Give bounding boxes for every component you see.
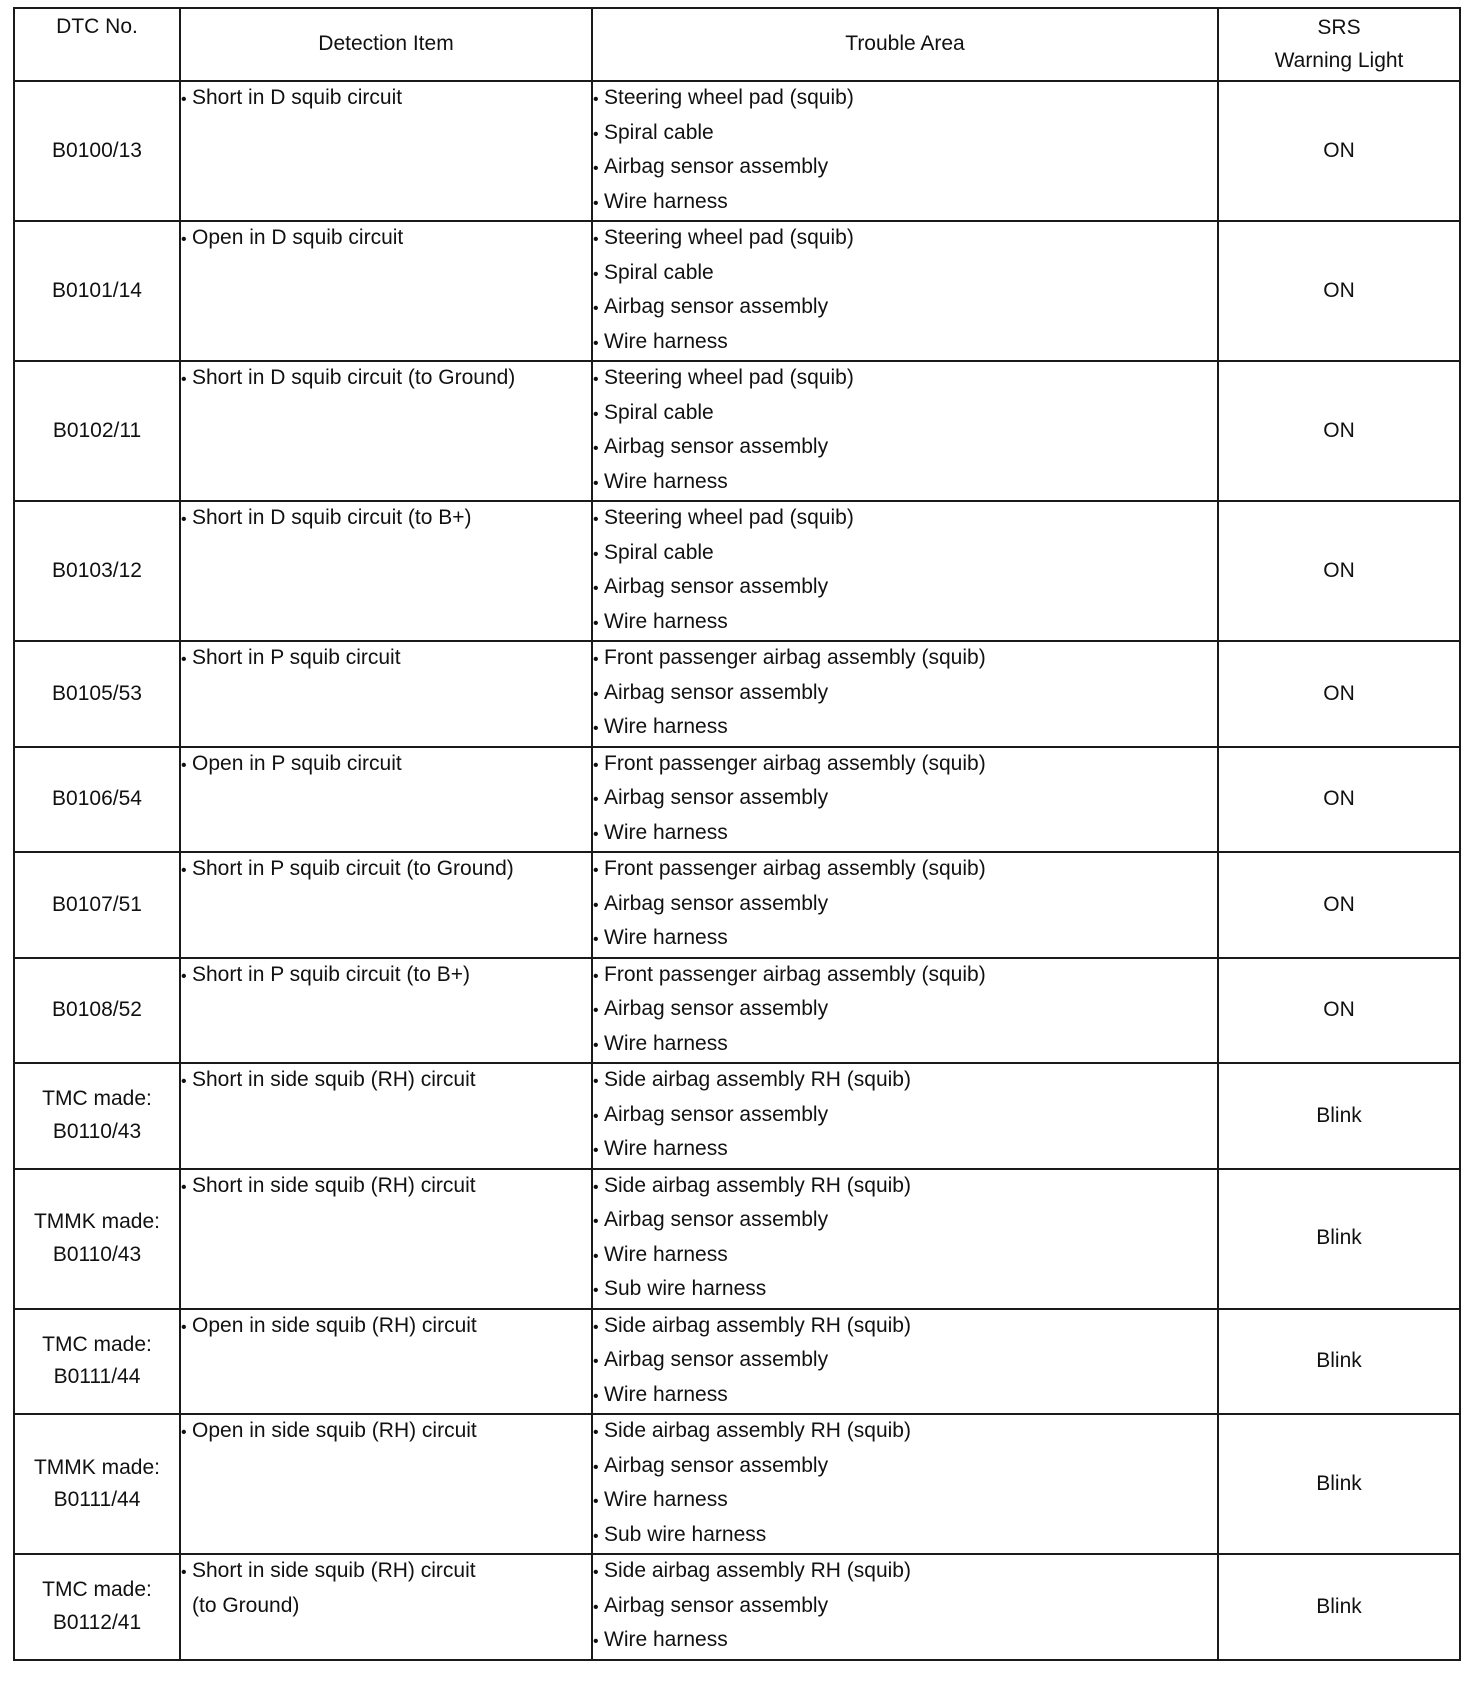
trouble-area-item	[593, 922, 1217, 957]
trouble-area-item	[593, 888, 1217, 923]
trouble-area-cell	[592, 852, 1218, 958]
detection-item-cell	[180, 361, 592, 501]
header-warning-light	[1218, 8, 1460, 81]
trouble-area-item	[593, 1028, 1217, 1063]
bullet-icon: •	[593, 1458, 599, 1476]
detection-item-text: Short in P squib circuit	[192, 646, 401, 669]
trouble-area-item	[593, 1555, 1217, 1590]
table-row	[14, 641, 1460, 747]
bullet-icon: •	[593, 1424, 599, 1441]
table-row	[14, 1309, 1460, 1415]
detection-item-text: Short in P squib circuit (to Ground)	[192, 857, 514, 880]
bullet-icon: •	[593, 334, 599, 352]
trouble-area-item	[593, 1450, 1217, 1485]
trouble-area-item	[593, 1519, 1217, 1554]
bullet-icon: •	[593, 685, 599, 703]
detection-item	[181, 642, 591, 677]
bullet-icon: •	[593, 1387, 599, 1405]
dtc-number-line: B0100/13	[52, 138, 142, 162]
detection-item-cell	[180, 958, 592, 1064]
trouble-area-item	[593, 186, 1217, 221]
trouble-area-text: Airbag sensor assembly	[604, 1102, 829, 1126]
trouble-area-item	[593, 571, 1217, 606]
trouble-area-text: Wire harness	[604, 1031, 728, 1055]
table-row	[14, 1414, 1460, 1554]
detection-item-text: Short in P squib circuit (to B+)	[192, 962, 470, 986]
bullet-icon: •	[593, 720, 599, 737]
detection-item-text: Open in side squib (RH) circuit	[192, 1419, 477, 1442]
bullet-icon: •	[181, 651, 187, 668]
bullet-icon: •	[593, 1564, 599, 1581]
bullet-icon: •	[593, 1282, 599, 1299]
bullet-icon: •	[181, 1424, 187, 1441]
bullet-icon: •	[593, 1002, 599, 1019]
warning-light-cell: Blink	[1218, 1063, 1460, 1169]
trouble-area-cell	[592, 641, 1218, 747]
trouble-area-item	[593, 1590, 1217, 1625]
dtc-number-cell	[14, 747, 180, 853]
bullet-icon: •	[593, 440, 599, 457]
bullet-icon: •	[593, 474, 599, 492]
trouble-area-item	[593, 1344, 1217, 1379]
detection-item-text: Short in side squib (RH) circuit	[192, 1173, 476, 1197]
trouble-area-item	[593, 782, 1217, 817]
detection-item	[181, 1555, 591, 1590]
detection-item-cell	[180, 501, 592, 641]
trouble-area-text: Wire harness	[604, 820, 728, 844]
bullet-icon: •	[181, 967, 187, 985]
dtc-number-cell	[14, 501, 180, 641]
detection-item-cell	[180, 1414, 592, 1554]
bullet-icon: •	[181, 1178, 187, 1196]
bullet-icon: •	[181, 862, 187, 879]
trouble-area-text: Airbag sensor assembly	[604, 155, 829, 178]
trouble-area-cell	[592, 1554, 1218, 1660]
trouble-area-text: Spiral cable	[604, 540, 714, 564]
table-row	[14, 1063, 1460, 1169]
trouble-area-text: Airbag sensor assembly	[604, 997, 829, 1020]
dtc-number-cell	[14, 1169, 180, 1309]
trouble-area-text: Wire harness	[604, 1242, 728, 1266]
trouble-area-text: Side airbag assembly RH (squib)	[604, 1313, 911, 1337]
trouble-area-item	[593, 1484, 1217, 1519]
bullet-icon: •	[593, 614, 599, 632]
trouble-area-item	[593, 993, 1217, 1028]
trouble-area-item	[593, 711, 1217, 746]
bullet-icon: •	[593, 405, 599, 423]
bullet-icon: •	[593, 1527, 599, 1545]
bullet-icon: •	[181, 91, 187, 108]
trouble-area-item	[593, 1379, 1217, 1414]
trouble-area-cell	[592, 361, 1218, 501]
warning-light-cell: ON	[1218, 747, 1460, 853]
dtc-number-line: B0107/51	[52, 892, 142, 916]
bullet-icon: •	[593, 1598, 599, 1616]
warning-light-cell: Blink	[1218, 1414, 1460, 1554]
trouble-area-item	[593, 431, 1217, 466]
trouble-area-text: Sub wire harness	[604, 1522, 767, 1546]
header-trouble-area: Trouble Area	[592, 8, 1218, 81]
bullet-icon: •	[181, 1318, 187, 1336]
trouble-area-item	[593, 1064, 1217, 1099]
trouble-area-cell	[592, 1414, 1218, 1554]
trouble-area-text: Front passenger airbag assembly (squib)	[604, 962, 986, 986]
table-body	[14, 81, 1460, 1660]
trouble-area-item	[593, 397, 1217, 432]
table-row	[14, 1169, 1460, 1309]
bullet-icon: •	[593, 1353, 599, 1370]
trouble-area-text: Wire harness	[604, 1628, 728, 1651]
dtc-number-cell	[14, 852, 180, 958]
bullet-icon: •	[593, 825, 599, 843]
trouble-area-cell	[592, 501, 1218, 641]
header-detection-item: Detection Item	[180, 8, 592, 81]
detection-item	[181, 82, 591, 117]
trouble-area-item	[593, 257, 1217, 292]
trouble-area-text: Airbag sensor assembly	[604, 1348, 829, 1371]
trouble-area-item	[593, 82, 1217, 117]
detection-item	[181, 362, 591, 397]
warning-light-cell: Blink	[1218, 1309, 1460, 1415]
bullet-icon: •	[593, 651, 599, 668]
detection-item	[181, 1170, 591, 1205]
bullet-icon: •	[181, 1564, 187, 1581]
bullet-icon: •	[593, 1107, 599, 1125]
header-dtc-no: DTC No.	[14, 8, 180, 81]
bullet-icon: •	[593, 300, 599, 317]
dtc-table	[13, 7, 1461, 1661]
detection-item-text: Short in D squib circuit (to Ground)	[192, 366, 516, 389]
trouble-area-text: Side airbag assembly RH (squib)	[604, 1419, 911, 1442]
dtc-number-line: B0105/53	[52, 681, 142, 705]
detection-item-cell	[180, 747, 592, 853]
trouble-area-text: Front passenger airbag assembly (squib)	[604, 857, 986, 880]
table-header	[14, 8, 1460, 81]
dtc-number-line: TMC made:	[42, 1087, 152, 1111]
bullet-icon: •	[593, 1213, 599, 1230]
bullet-icon: •	[593, 511, 599, 528]
trouble-area-cell	[592, 1169, 1218, 1309]
trouble-area-text: Wire harness	[604, 1488, 728, 1511]
warning-light-cell: Blink	[1218, 1169, 1460, 1309]
bullet-icon: •	[593, 91, 599, 108]
detection-item-text: Short in side squib (RH) circuit	[192, 1068, 476, 1091]
trouble-area-item	[593, 537, 1217, 572]
dtc-number-cell	[14, 361, 180, 501]
detection-item-text: Open in D squib circuit	[192, 226, 404, 249]
trouble-area-text: Airbag sensor assembly	[604, 1208, 829, 1231]
warning-light-cell: ON	[1218, 221, 1460, 361]
table-row	[14, 361, 1460, 501]
dtc-number-line: B0110/43	[52, 1119, 142, 1143]
trouble-area-text: Wire harness	[604, 189, 728, 213]
detection-item-cell	[180, 852, 592, 958]
detection-item	[181, 1310, 591, 1345]
trouble-area-text: Front passenger airbag assembly (squib)	[604, 751, 986, 775]
trouble-area-text: Wire harness	[604, 926, 728, 949]
detection-item-text: Open in P squib circuit	[192, 751, 402, 775]
dtc-number-cell	[14, 1554, 180, 1660]
detection-item-continuation: (to Ground)	[192, 1593, 300, 1617]
table-row	[14, 1554, 1460, 1660]
header-warning-light-line1: SRS	[1317, 16, 1361, 39]
bullet-icon: •	[181, 511, 187, 528]
bullet-icon: •	[593, 194, 599, 212]
bullet-icon: •	[593, 896, 599, 914]
detection-item-text: Short in D squib circuit	[192, 86, 403, 109]
trouble-area-text: Side airbag assembly RH (squib)	[604, 1173, 911, 1197]
trouble-area-cell	[592, 1063, 1218, 1169]
bullet-icon: •	[593, 231, 599, 248]
dtc-number-cell	[14, 641, 180, 747]
dtc-number-line: TMMK made:	[33, 1455, 161, 1479]
trouble-area-cell	[592, 81, 1218, 221]
trouble-area-item	[593, 677, 1217, 712]
bullet-icon: •	[593, 1493, 599, 1510]
trouble-area-cell	[592, 958, 1218, 1064]
bullet-icon: •	[593, 580, 599, 597]
detection-item	[181, 853, 591, 888]
bullet-icon: •	[593, 545, 599, 563]
dtc-number-line: B0112/41	[52, 1610, 142, 1634]
table-row	[14, 501, 1460, 641]
trouble-area-text: Airbag sensor assembly	[604, 680, 829, 704]
trouble-area-text: Side airbag assembly RH (squib)	[604, 1559, 911, 1582]
dtc-number-cell	[14, 1414, 180, 1554]
dtc-number-line: B0103/12	[52, 558, 142, 582]
trouble-area-text: Side airbag assembly RH (squib)	[604, 1068, 911, 1091]
trouble-area-item	[593, 1239, 1217, 1274]
bullet-icon: •	[593, 1633, 599, 1650]
dtc-number-line: B0110/43	[52, 1242, 142, 1266]
trouble-area-item	[593, 502, 1217, 537]
table-row	[14, 852, 1460, 958]
dtc-number-cell	[14, 1309, 180, 1415]
trouble-area-text: Wire harness	[604, 329, 728, 353]
detection-item-cell	[180, 1554, 592, 1660]
detection-item-cell	[180, 81, 592, 221]
warning-light-cell: ON	[1218, 501, 1460, 641]
trouble-area-text: Airbag sensor assembly	[604, 891, 829, 915]
trouble-area-text: Wire harness	[604, 1137, 728, 1160]
bullet-icon: •	[593, 967, 599, 985]
trouble-area-item	[593, 1273, 1217, 1308]
trouble-area-item	[593, 1415, 1217, 1450]
trouble-area-text: Wire harness	[604, 609, 728, 633]
dtc-number-cell	[14, 221, 180, 361]
dtc-number-line: B0102/11	[52, 418, 142, 442]
dtc-number-line: B0106/54	[52, 787, 142, 810]
trouble-area-item	[593, 1204, 1217, 1239]
detection-item	[181, 1064, 591, 1099]
bullet-icon: •	[593, 791, 599, 808]
trouble-area-item	[593, 853, 1217, 888]
table-row	[14, 747, 1460, 853]
trouble-area-text: Steering wheel pad (squib)	[604, 226, 854, 249]
trouble-area-item	[593, 291, 1217, 326]
trouble-area-item	[593, 1133, 1217, 1168]
bullet-icon: •	[593, 1247, 599, 1265]
dtc-number-line: B0108/52	[52, 998, 142, 1021]
trouble-area-item	[593, 362, 1217, 397]
trouble-area-item	[593, 748, 1217, 783]
trouble-area-item	[593, 1624, 1217, 1659]
dtc-number-line: TMC made:	[42, 1332, 152, 1356]
trouble-area-item	[593, 1099, 1217, 1134]
bullet-icon: •	[181, 756, 187, 774]
table-row	[14, 958, 1460, 1064]
trouble-area-item	[593, 1170, 1217, 1205]
trouble-area-cell	[592, 221, 1218, 361]
trouble-area-text: Spiral cable	[604, 400, 714, 424]
warning-light-cell: Blink	[1218, 1554, 1460, 1660]
trouble-area-item	[593, 642, 1217, 677]
detection-item-text: Open in side squib (RH) circuit	[192, 1313, 477, 1337]
trouble-area-cell	[592, 1309, 1218, 1415]
trouble-area-text: Airbag sensor assembly	[604, 575, 829, 598]
trouble-area-text: Sub wire harness	[604, 1277, 767, 1300]
warning-light-cell: ON	[1218, 852, 1460, 958]
warning-light-cell: ON	[1218, 361, 1460, 501]
dtc-number-line: B0111/44	[53, 1365, 141, 1389]
bullet-icon: •	[593, 862, 599, 879]
trouble-area-text: Airbag sensor assembly	[604, 1593, 829, 1617]
bullet-icon: •	[593, 931, 599, 948]
dtc-number-line: B0101/14	[52, 278, 142, 302]
bullet-icon: •	[593, 265, 599, 283]
header-warning-light-line2: Warning Light	[1274, 48, 1404, 72]
bullet-icon: •	[593, 756, 599, 774]
detection-item	[181, 222, 591, 257]
trouble-area-text: Wire harness	[604, 715, 728, 738]
trouble-area-text: Airbag sensor assembly	[604, 295, 829, 318]
detection-item-cell	[180, 221, 592, 361]
dtc-number-cell	[14, 1063, 180, 1169]
trouble-area-text: Steering wheel pad (squib)	[604, 366, 854, 389]
detection-item	[181, 502, 591, 537]
dtc-number-line: B0111/44	[53, 1488, 141, 1511]
warning-light-cell: ON	[1218, 641, 1460, 747]
detection-item-cell	[180, 1309, 592, 1415]
table-row	[14, 221, 1460, 361]
trouble-area-item	[593, 1310, 1217, 1345]
trouble-area-item	[593, 151, 1217, 186]
bullet-icon: •	[593, 1142, 599, 1159]
trouble-area-text: Airbag sensor assembly	[604, 435, 829, 458]
bullet-icon: •	[593, 1073, 599, 1090]
trouble-area-text: Front passenger airbag assembly (squib)	[604, 646, 986, 669]
dtc-number-cell	[14, 81, 180, 221]
trouble-area-text: Spiral cable	[604, 120, 714, 144]
detection-item-text: Short in D squib circuit (to B+)	[192, 506, 472, 529]
trouble-area-item	[593, 326, 1217, 361]
detection-item-text: Short in side squib (RH) circuit	[192, 1559, 476, 1582]
trouble-area-item	[593, 117, 1217, 152]
bullet-icon: •	[181, 371, 187, 388]
dtc-number-line: TMC made:	[42, 1578, 152, 1602]
trouble-area-text: Steering wheel pad (squib)	[604, 506, 854, 529]
detection-item	[181, 748, 591, 783]
bullet-icon: •	[593, 371, 599, 388]
bullet-icon: •	[593, 1178, 599, 1196]
bullet-icon: •	[593, 125, 599, 143]
header-row	[14, 8, 1460, 81]
trouble-area-item	[593, 222, 1217, 257]
warning-light-cell: ON	[1218, 81, 1460, 221]
trouble-area-text: Steering wheel pad (squib)	[604, 86, 854, 109]
trouble-area-item	[593, 606, 1217, 641]
dtc-number-line: TMMK made:	[33, 1210, 161, 1233]
bullet-icon: •	[593, 160, 599, 177]
detection-item	[181, 1415, 591, 1450]
warning-light-cell: ON	[1218, 958, 1460, 1064]
trouble-area-text: Wire harness	[604, 1382, 728, 1406]
bullet-icon: •	[181, 1073, 187, 1090]
trouble-area-text: Wire harness	[604, 469, 728, 493]
detection-item-cell	[180, 641, 592, 747]
detection-item-cell	[180, 1063, 592, 1169]
bullet-icon: •	[593, 1036, 599, 1054]
bullet-icon: •	[181, 231, 187, 248]
trouble-area-cell	[592, 747, 1218, 853]
bullet-icon: •	[593, 1318, 599, 1336]
trouble-area-item	[593, 466, 1217, 501]
table-row	[14, 81, 1460, 221]
dtc-number-cell	[14, 958, 180, 1064]
trouble-area-text: Airbag sensor assembly	[604, 786, 829, 809]
trouble-area-item	[593, 959, 1217, 994]
detection-item	[181, 959, 591, 994]
detection-item-cell	[180, 1169, 592, 1309]
trouble-area-text: Spiral cable	[604, 260, 714, 284]
trouble-area-item	[593, 817, 1217, 852]
trouble-area-text: Airbag sensor assembly	[604, 1453, 829, 1477]
